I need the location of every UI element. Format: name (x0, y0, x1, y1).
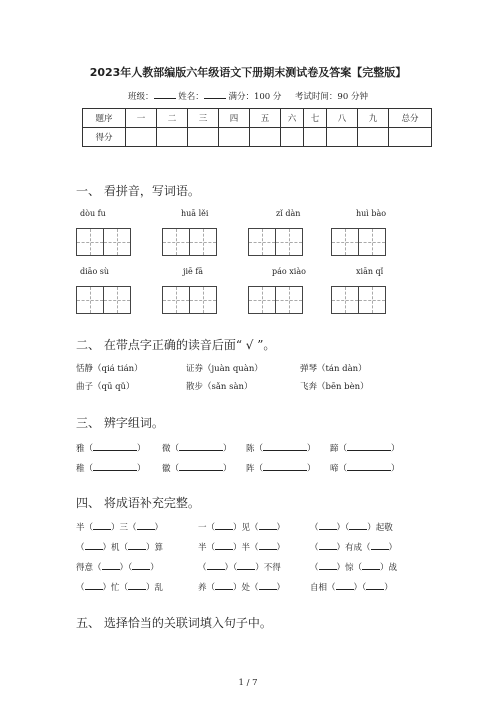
score-cell[interactable] (250, 128, 281, 147)
idiom-blank[interactable] (237, 561, 255, 570)
idiom-blank[interactable] (85, 581, 103, 590)
writing-box-group (331, 286, 385, 314)
score-header: 总分 (389, 109, 432, 128)
score-cell[interactable] (219, 128, 250, 147)
writing-cell[interactable] (275, 286, 303, 314)
idiom-text: ）三（ (111, 523, 137, 533)
score-header-row (83, 109, 432, 128)
reading-item[interactable]: 曲子（qū qǔ） (76, 382, 135, 392)
char: 阵 (246, 464, 255, 474)
idiom-text: ） (276, 583, 286, 593)
score-row (83, 128, 432, 147)
idiom-blank[interactable] (259, 521, 277, 530)
idiom-blank[interactable] (93, 521, 111, 530)
section-3-heading: 三、 辨字组词。 (76, 416, 164, 430)
reading-item[interactable]: 弹琴（tán dàn） (300, 364, 367, 374)
idiom-text: ）（ (353, 583, 367, 593)
char: 蹄 (330, 444, 339, 454)
writing-box-group (76, 286, 130, 314)
idiom-text: ） (154, 523, 164, 533)
reading-item[interactable]: 证券（juàn quàn） (186, 364, 263, 374)
reading-item[interactable]: 散步（sǎn sàn） (186, 382, 253, 392)
pinyin-label: diāo sù (80, 267, 110, 276)
idiom-text: ） (276, 523, 286, 533)
score-header: 六 (281, 109, 304, 128)
char: 稚 (76, 464, 85, 474)
score-header: 五 (250, 109, 281, 128)
page-title: 2023年人教部编版六年级语文下册期末测试卷及答案【完整版】 (89, 66, 407, 79)
idiom-text: （ (310, 543, 319, 553)
writing-cell[interactable] (76, 286, 104, 314)
idiom-blank[interactable] (366, 581, 384, 590)
idiom-blank[interactable] (336, 581, 354, 590)
idiom-blank[interactable] (319, 541, 337, 550)
idiom-item (198, 521, 285, 533)
idiom-text: ）半（ (233, 543, 259, 553)
char: 陈 (246, 444, 255, 454)
idiom-text: （ (198, 563, 207, 573)
char-item: 陈（ ） (246, 444, 316, 454)
exam-info (0, 90, 496, 102)
idiom-text: 得意（ (76, 563, 102, 573)
idiom-text: ）忙（ (102, 583, 129, 593)
score-cell[interactable] (157, 128, 188, 147)
char-item: 微（ ） (162, 444, 232, 454)
idiom-text: （ (310, 523, 319, 533)
pinyin-label: zǐ dàn (276, 209, 301, 218)
answer-blank[interactable] (263, 442, 307, 451)
writing-cell[interactable] (162, 286, 190, 314)
char-item: 啼（ ） (330, 464, 400, 474)
section-5-heading: 五、 选择恰当的关联词填入句子中。 (76, 616, 272, 630)
idiom-text: ）处（ (233, 583, 259, 593)
writing-box-group (162, 286, 216, 314)
idiom-text: ） (384, 583, 393, 593)
writing-cell[interactable] (189, 286, 217, 314)
idiom-blank[interactable] (215, 541, 233, 550)
pinyin-label: huā lěi (181, 209, 209, 218)
idiom-text: ） (150, 563, 159, 573)
idiom-text: 养（ (198, 583, 216, 593)
section-2-heading: 二、 在带点字正确的读音后面“ √ ”。 (76, 338, 276, 352)
writing-cell[interactable] (358, 286, 386, 314)
idiom-blank[interactable] (102, 561, 120, 570)
idiom-text: ）（ (224, 563, 238, 573)
idiom-text: ）乱 (146, 583, 164, 593)
score-header: 四 (219, 109, 250, 128)
idiom-blank[interactable] (371, 541, 389, 550)
class-label: 班级： (128, 92, 154, 102)
idiom-text: （ (76, 543, 85, 553)
answer-blank[interactable] (347, 442, 391, 451)
writing-cell[interactable] (358, 228, 386, 256)
answer-blank[interactable] (347, 462, 391, 471)
answer-blank[interactable] (179, 462, 223, 471)
idiom-blank[interactable] (319, 521, 337, 530)
idiom-blank[interactable] (137, 521, 155, 530)
writing-cell[interactable] (331, 228, 359, 256)
idiom-text: ）算 (146, 543, 164, 553)
idiom-blank[interactable] (85, 541, 103, 550)
char: 徽 (162, 464, 171, 474)
idiom-item (76, 561, 159, 573)
writing-cell[interactable] (331, 286, 359, 314)
writing-box-group (248, 228, 302, 256)
pinyin-label: jiē fā (183, 267, 204, 276)
char-item: 徽（ ） (162, 464, 232, 474)
char-item: 雅（ ） (76, 444, 146, 454)
idiom-blank[interactable] (215, 581, 233, 590)
idiom-text: 一（ (198, 523, 216, 533)
answer-blank[interactable] (263, 462, 307, 471)
reading-item[interactable]: 恬静（qiá tián） (76, 364, 143, 374)
idiom-item (310, 561, 397, 573)
time-label: 考试时间：90 分钟 (294, 92, 368, 102)
score-header: 九 (358, 109, 389, 128)
idiom-blank[interactable] (362, 561, 380, 570)
answer-blank[interactable] (93, 462, 137, 471)
idiom-blank[interactable] (349, 521, 367, 530)
idiom-item (310, 581, 393, 593)
score-row-label: 得分 (83, 128, 126, 147)
idiom-blank[interactable] (259, 581, 277, 590)
score-label: 满分：100 分 (228, 92, 282, 102)
score-cell[interactable] (389, 128, 432, 147)
section-1-heading: 一、 看拼音，写词语。 (76, 184, 200, 198)
score-cell[interactable] (358, 128, 389, 147)
name-label: 姓名： (178, 92, 204, 102)
score-cell[interactable] (327, 128, 358, 147)
writing-box-group (248, 286, 302, 314)
idiom-text: ）有成（ (336, 543, 371, 553)
char: 雅 (76, 444, 85, 454)
idiom-item (310, 541, 397, 553)
pinyin-label: páo xiào (272, 267, 306, 276)
writing-box-group (76, 228, 130, 256)
char: 微 (162, 444, 171, 454)
reading-item[interactable]: 飞奔（bēn bèn） (300, 382, 369, 392)
char: 啼 (330, 464, 339, 474)
idiom-item (198, 581, 285, 593)
writing-cell[interactable] (248, 286, 276, 314)
idiom-text: ）（ (119, 563, 133, 573)
idiom-blank[interactable] (128, 541, 146, 550)
writing-cell[interactable] (162, 228, 190, 256)
score-cell[interactable] (281, 128, 304, 147)
char-item: 蹄（ ） (330, 444, 400, 454)
score-header: 三 (188, 109, 219, 128)
score-header: 一 (126, 109, 157, 128)
idiom-item (198, 561, 281, 573)
idiom-blank[interactable] (215, 521, 233, 530)
idiom-text: ） (276, 543, 286, 553)
writing-box-group (331, 228, 385, 256)
char-item: 阵（ ） (246, 464, 316, 474)
answer-blank[interactable] (179, 442, 223, 451)
idiom-text: ）起敬 (367, 523, 393, 533)
idiom-text: ）（ (336, 523, 350, 533)
idiom-item (76, 581, 163, 593)
idiom-text: （ (310, 563, 319, 573)
writing-cell[interactable] (103, 286, 131, 314)
idiom-item (76, 521, 163, 533)
idiom-text: ）见（ (233, 523, 259, 533)
section-4-heading: 四、 将成语补充完整。 (76, 496, 200, 510)
pinyin-label: xiān qǐ (356, 267, 384, 276)
idiom-text: （ (76, 583, 85, 593)
writing-cell[interactable] (275, 228, 303, 256)
idiom-blank[interactable] (128, 581, 146, 590)
pinyin-label: dòu fu (80, 209, 106, 218)
score-cell[interactable] (126, 128, 157, 147)
char-item: 稚（ ） (76, 464, 146, 474)
idiom-item (198, 541, 285, 553)
page-number: 1 / 7 (238, 678, 258, 688)
writing-cell[interactable] (248, 228, 276, 256)
idiom-text: ） (388, 543, 398, 553)
idiom-blank[interactable] (207, 561, 225, 570)
idiom-item (310, 521, 393, 533)
score-table (82, 108, 432, 147)
pinyin-label: huì bào (356, 209, 387, 218)
idiom-blank[interactable] (319, 561, 337, 570)
answer-blank[interactable] (93, 442, 137, 451)
writing-cell[interactable] (76, 228, 104, 256)
idiom-text: 半（ (76, 523, 94, 533)
idiom-text: ）机（ (102, 543, 129, 553)
writing-box-group (162, 228, 216, 256)
idiom-blank[interactable] (259, 541, 277, 550)
score-header: 二 (157, 109, 188, 128)
idiom-item (76, 541, 163, 553)
idiom-blank[interactable] (132, 561, 150, 570)
idiom-text: ）惊（ (336, 563, 363, 573)
score-header: 七 (304, 109, 327, 128)
score-cell[interactable] (304, 128, 327, 147)
name-blank[interactable] (204, 90, 226, 99)
score-header: 题序 (83, 109, 126, 128)
idiom-text: ）战 (380, 563, 398, 573)
idiom-text: 半（ (198, 543, 216, 553)
score-header: 八 (327, 109, 358, 128)
idiom-text: ）不得 (255, 563, 281, 573)
writing-cell[interactable] (189, 228, 217, 256)
idiom-text: 自相（ (310, 583, 336, 593)
class-blank[interactable] (154, 90, 176, 99)
score-cell[interactable] (188, 128, 219, 147)
writing-cell[interactable] (103, 228, 131, 256)
